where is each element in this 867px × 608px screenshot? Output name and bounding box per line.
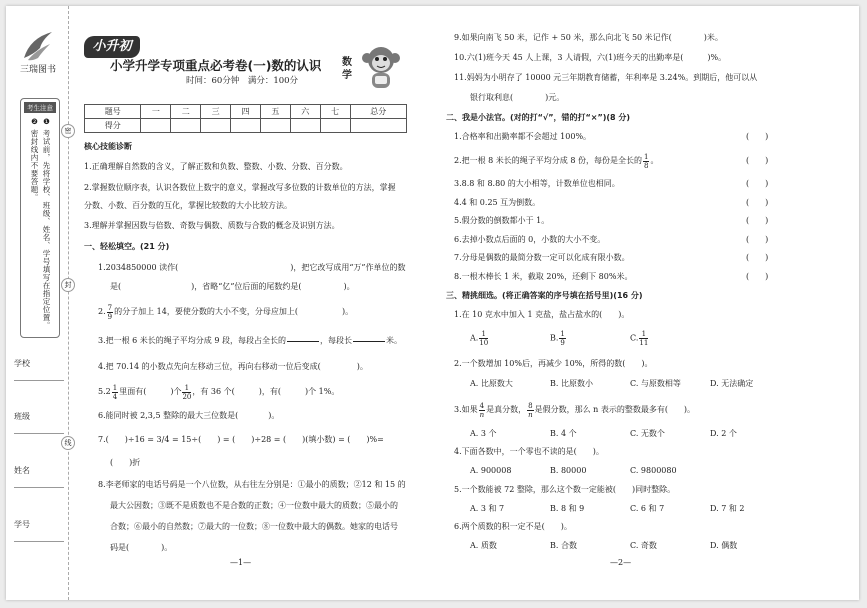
grade-badge: 小升初 <box>84 36 140 58</box>
question-text: 6.能同时被 2,3,5 整除的最大三位数是( <box>98 411 239 420</box>
question-6 <box>98 410 279 422</box>
fraction <box>112 384 118 401</box>
question-text: 1.2034850000 读作( <box>98 263 179 272</box>
question-text: 里面有( <box>119 387 147 396</box>
question-8-line: 8.李老师家的电话号码是一个八位数，从右往左分别是：①最小的质数；②12 和 15 的 <box>98 480 406 489</box>
fraction-denominator: 9 <box>107 312 113 321</box>
table-header: 二 <box>171 105 201 119</box>
fraction <box>182 384 191 401</box>
page-number: —1— <box>230 558 252 567</box>
fraction <box>559 330 565 347</box>
question-11-line-1: 11.妈妈为小明存了 10000 元三年期教育储蓄，年利率是 3.24%。到期后，他可以从 <box>454 73 758 82</box>
fraction-denominator: 8 <box>643 161 649 170</box>
question-text: 3.如果 <box>454 405 478 414</box>
question-2 <box>98 302 353 322</box>
fraction-denominator: 4 <box>112 392 118 401</box>
choice-option[interactable]: A. 900008 <box>470 466 512 475</box>
question-7: 7.( )÷16 = 3/4 = 15÷( ) = ( )÷28 = ( )(填小数) = ( )%= <box>98 435 384 444</box>
notice-title: 考生注意 <box>24 102 56 113</box>
choice-question-4: 4.下面各数中，一个零也不读的是( )。 <box>454 447 604 456</box>
exam-duration: 时间：60分钟 满分：100分 <box>186 76 299 86</box>
judge-item: 7.分母是偶数的最简分数一定可以化成有限小数。 <box>454 253 630 262</box>
score-table <box>84 104 407 133</box>
judge-answer-box[interactable]: ( ) <box>746 216 769 225</box>
question-4 <box>98 361 368 373</box>
judge-item: 5.假分数的倒数都小于 1。 <box>454 216 550 225</box>
question-9: 9.如果向南飞 50 米，记作 + 50 米，那么向北飞 50 米记作( )米。 <box>454 33 723 42</box>
seal-mark: 密 <box>61 124 75 138</box>
core-item: 分数、小数、百分数的互化，掌握比较数的大小比较方法。 <box>84 201 292 210</box>
exam-sheet <box>6 6 859 600</box>
choice-question-6: 6.两个质数的积一定不是( )。 <box>454 522 572 531</box>
judge-answer-box[interactable]: ( ) <box>746 198 769 207</box>
section-core-skills: 核心技能诊断 <box>84 142 132 151</box>
question-text: ，有 36 个( <box>192 387 235 396</box>
choice-option[interactable]: B. 8 和 9 <box>550 504 585 513</box>
binding-sidebar <box>6 6 68 600</box>
school-label: 学校 <box>14 359 30 368</box>
choice-question-5: 5.一个数能被 72 整除，那么这个数一定能被( )同时整除。 <box>454 485 676 494</box>
question-3 <box>98 331 402 351</box>
question-text: 2. <box>98 307 106 316</box>
choice-question-3 <box>454 400 695 420</box>
choice-option[interactable] <box>630 330 649 347</box>
table-header: 三 <box>201 105 231 119</box>
fraction-denominator: 10 <box>479 339 489 347</box>
option-label: A. <box>470 333 479 343</box>
question-10: 10.六(1)班今天 45 人上课，3 人请假，六(1)班今天的出勤率是( )%。 <box>454 53 727 62</box>
question-text: )，有( <box>258 387 282 396</box>
score-cell[interactable] <box>320 119 350 133</box>
fraction-numerator: 1 <box>112 383 118 392</box>
score-cell[interactable] <box>260 119 290 133</box>
choice-option[interactable]: C. 9800080 <box>630 466 677 475</box>
question-text: )个 1%。 <box>305 387 340 396</box>
school-field[interactable] <box>14 380 64 381</box>
score-cell[interactable] <box>201 119 231 133</box>
question-11-line-2: 银行取利息( )元。 <box>470 93 565 102</box>
core-item: 3.理解并掌握因数与倍数、奇数与偶数、质数与合数的概念及识别方法。 <box>84 221 340 230</box>
subject-label: 数学 <box>342 57 352 81</box>
notice-item-2: ❷ 密封线内不要答题。 <box>30 117 39 202</box>
section-1-title: 一、轻松填空。(21 分) <box>84 242 170 251</box>
table-header: 五 <box>260 105 290 119</box>
judge-answer-box[interactable]: ( ) <box>746 253 769 262</box>
choice-option[interactable]: A. 质数 <box>470 541 497 550</box>
exam-notice <box>20 98 60 338</box>
question-8-line: 最大公因数；③既不是质数也不是合数的正数；④一位数中最大的质数；⑤最小的 <box>110 501 398 510</box>
choice-option[interactable] <box>470 330 489 347</box>
option-label: B. <box>550 333 559 343</box>
page-number: —2— <box>610 558 632 567</box>
choice-question-2: 2.一个数增加 10%后，再减少 10%，所得的数( )。 <box>454 359 653 368</box>
fraction <box>107 304 113 321</box>
row-label: 得分 <box>85 119 141 133</box>
fraction-numerator: 4 <box>479 401 485 410</box>
choice-option[interactable]: C. 6 和 7 <box>630 504 665 513</box>
choice-option[interactable]: B. 4 个 <box>550 429 577 438</box>
fraction <box>643 153 649 170</box>
table-row <box>85 105 407 119</box>
fraction-denominator: 20 <box>182 392 192 401</box>
question-text: )个 <box>170 387 182 396</box>
section-2-title: 二、我是小法官。(对的打“√”，错的打“×”)(8 分) <box>446 113 631 122</box>
choice-option[interactable] <box>550 330 567 347</box>
question-text: )，省略“亿”位后面的尾数约是( <box>191 282 302 291</box>
judge-item: 2.把一根 8 米长的绳子平均分成 8 份，每份是全长的 $\frac{1}{8}$ 。 <box>454 152 659 170</box>
question-text: 的分子加上 14，要使分数的大小不变，分母应加上( <box>114 307 298 316</box>
judge-item: 3.8.8 和 8.80 的大小相等，计数单位也相同。 <box>454 179 620 188</box>
fraction-denominator: n <box>528 410 533 419</box>
question-1-line-1 <box>98 262 406 274</box>
question-1-line-2 <box>110 281 355 293</box>
class-field[interactable] <box>14 433 64 434</box>
table-header: 四 <box>231 105 261 119</box>
fraction-denominator: n <box>479 410 485 419</box>
score-cell[interactable] <box>231 119 261 133</box>
question-text: )。 <box>356 362 368 371</box>
fraction-blank[interactable] <box>287 333 319 350</box>
judge-answer-box[interactable]: ( ) <box>746 132 769 141</box>
judge-item: 4.4 和 0.25 互为倒数。 <box>454 198 541 207</box>
monkey-mascot-icon <box>358 42 404 92</box>
table-header: 六 <box>290 105 320 119</box>
choice-option[interactable]: D. 2 个 <box>710 429 737 438</box>
score-cell[interactable] <box>290 119 320 133</box>
class-label: 班级 <box>14 412 30 421</box>
table-row <box>85 119 407 133</box>
table-header: 题号 <box>85 105 141 119</box>
question-text: 4.把 70.14 的小数点先向左移动三位，再向右移动一位后变成( <box>98 362 321 371</box>
fraction-numerator: 1 <box>643 152 649 161</box>
seal-mark: 封 <box>61 278 75 292</box>
judge-answer-box[interactable]: ( ) <box>746 179 769 188</box>
question-text: )。 <box>268 411 280 420</box>
judge-item: 1.合格率和出勤率都不会超过 100%。 <box>454 132 592 141</box>
logo-text: 三瑞图书 <box>19 65 56 75</box>
fraction-numerator: 8 <box>528 401 533 410</box>
name-label: 姓名 <box>14 466 30 475</box>
page-title: 小学升学专项重点必考卷(一)数的认识 <box>110 58 322 73</box>
question-text: )。 <box>343 282 355 291</box>
fraction <box>479 402 485 419</box>
choice-option[interactable]: D. 偶数 <box>710 541 738 550</box>
section-3-title: 三、精挑细选。(将正确答案的序号填在括号里)(16 分) <box>446 291 643 300</box>
fraction <box>527 402 533 419</box>
choice-option[interactable]: B. 比原数小 <box>550 379 593 388</box>
question-text: ，每段长 <box>319 336 352 345</box>
judge-answer-box[interactable]: ( ) <box>746 272 769 281</box>
choice-option[interactable]: B. 合数 <box>550 541 577 550</box>
choice-option[interactable]: D. 无法确定 <box>710 379 754 388</box>
fraction-numerator: 1 <box>182 384 191 393</box>
core-item: 1.正确理解自然数的含义，了解正数和负数、整数、小数、分数、百分数。 <box>84 162 348 171</box>
choice-option[interactable]: A. 3 和 7 <box>470 504 505 513</box>
question-7-line-2: ( )折 <box>110 458 141 467</box>
choice-option[interactable]: A. 比原数大 <box>470 379 513 388</box>
fraction <box>479 330 488 347</box>
question-text: 是假分数，那么 n 表示的整数最多有( )。 <box>534 405 696 414</box>
core-item: 2.掌握数位顺序表，认识各数位上数字的意义，掌握改写多位数的计数单位的方法，掌握 <box>84 183 396 192</box>
choice-option[interactable]: B. 80000 <box>550 466 587 475</box>
choice-option[interactable]: C. 奇数 <box>630 541 657 550</box>
question-text: )。 <box>341 307 354 316</box>
score-cell[interactable] <box>350 119 406 133</box>
judge-item: 6.去掉小数点后面的 0，小数的大小不变。 <box>454 235 606 244</box>
question-8-line: 合数；⑥最小的自然数；⑦最大的一位数；⑧一位数中最大的偶数。她家的电话号 <box>110 522 398 531</box>
question-text: 米。 <box>385 336 402 345</box>
table-header: 总分 <box>350 105 406 119</box>
judge-item: 8.一根木棒长 1 米，截取 20%，还剩下 80%米。 <box>454 272 633 281</box>
choice-option[interactable]: A. 3 个 <box>470 429 497 438</box>
seal-line <box>68 6 69 600</box>
choice-option[interactable]: C. 无数个 <box>630 429 665 438</box>
student-id-field[interactable] <box>14 541 64 542</box>
question-text: )，把它改写成用“万”作单位的数 <box>290 263 406 272</box>
question-text: 5.2 <box>98 387 111 396</box>
fraction-denominator: 9 <box>560 339 565 347</box>
judge-answer-box[interactable]: ( ) <box>746 156 769 165</box>
question-text: 3.把一根 6 米长的绳子平均分成 9 段，每段占全长的 <box>98 336 286 345</box>
question-text: 是( <box>110 282 122 291</box>
score-cell[interactable] <box>141 119 171 133</box>
fraction-blank[interactable] <box>353 333 385 350</box>
name-field[interactable] <box>14 487 64 488</box>
fraction-numerator: 1 <box>560 330 565 338</box>
question-text: 是真分数， <box>486 405 527 414</box>
judge-answer-box[interactable]: ( ) <box>746 235 769 244</box>
option-label: C. <box>630 333 639 343</box>
table-header: 一 <box>141 105 171 119</box>
seal-mark: 线 <box>61 436 75 450</box>
logo-icon <box>20 28 56 64</box>
choice-option[interactable]: C. 与原数相等 <box>630 379 681 388</box>
score-cell[interactable] <box>171 119 201 133</box>
choice-question-1: 1.在 10 克水中加入 1 克盐，盐占盐水的( )。 <box>454 310 630 319</box>
fraction-numerator: 7 <box>107 303 113 312</box>
question-text: 2.把一根 8 米长的绳子平均分成 8 份，每份是全长的 <box>454 156 642 165</box>
choice-option[interactable]: D. 7 和 2 <box>710 504 745 513</box>
question-5 <box>98 382 339 402</box>
fraction-numerator: 1 <box>479 330 488 339</box>
notice-item-1: ❶ 考试前，先将学校、班级、姓名、学号填写在指定位置。 <box>42 117 51 330</box>
table-header: 七 <box>320 105 350 119</box>
fraction-denominator: 11 <box>639 339 649 347</box>
fraction <box>639 330 648 347</box>
question-8-line: 码是( )。 <box>110 543 173 552</box>
student-id-label: 学号 <box>14 520 30 529</box>
fraction-numerator: 1 <box>639 330 648 339</box>
